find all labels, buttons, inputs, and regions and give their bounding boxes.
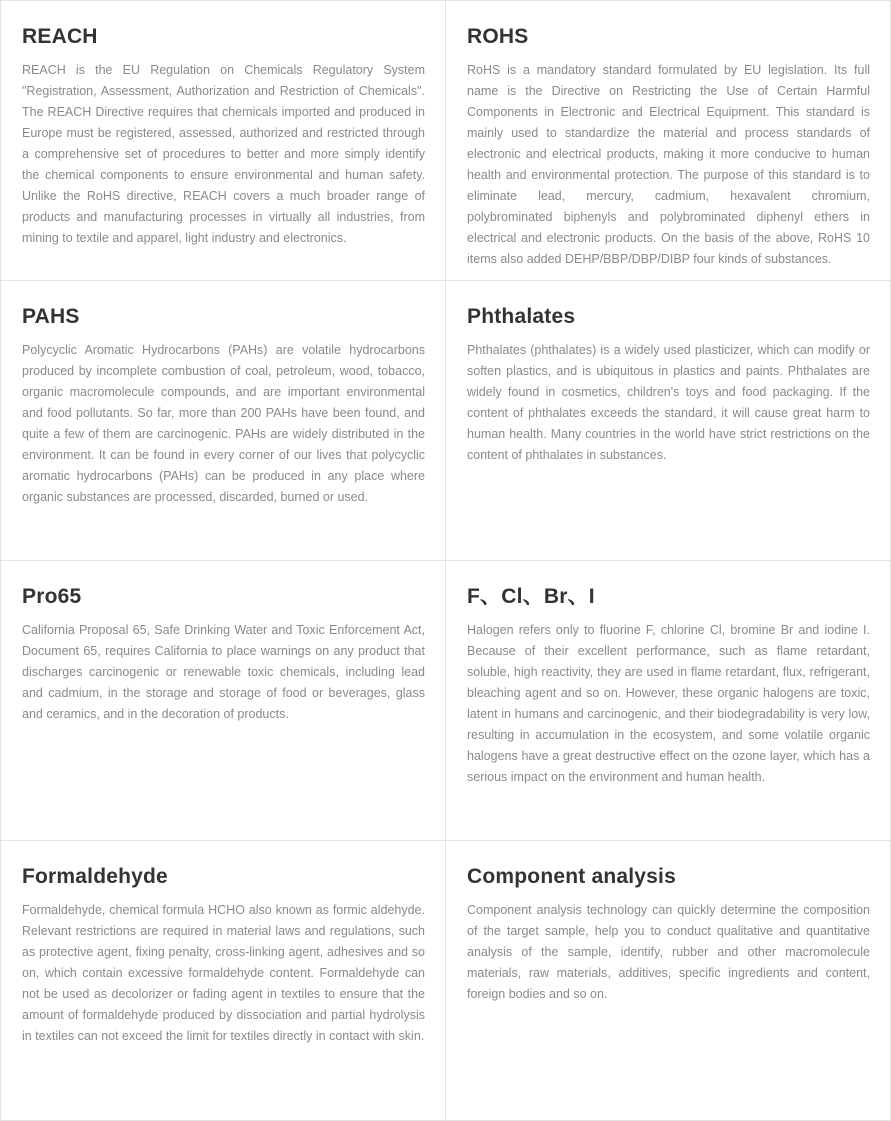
card-pahs — [1, 281, 446, 561]
card-formaldehyde — [1, 841, 446, 1121]
card-description: REACH is the EU Regulation on Chemicals Regulatory System "Registration, Assessment, Authorization and Restriction of Chemicals". The REACH Directive requires that chemicals imported and produced in Europe must be registered, assessed, authorized and restricted through a comprehensive set of procedures to better and more simply identify the chemical components to ensure environmental and human safety. Unlike the RoHS directive, REACH covers a much broader range of products and manufacturing processes in virtually all industries, from mining to textile and apparel, light industry and electronics. — [22, 63, 425, 245]
card-title: F、Cl、Br、I — [467, 585, 595, 608]
card-rohs — [446, 1, 891, 281]
card-description: California Proposal 65, Safe Drinking Water and Toxic Enforcement Act, Document 65, requires California to place warnings on any product that discharges carcinogenic or renewable toxic chemicals, including lead and cadmium, in the storage and storage of food or beverages, glass and ceramics, and in the decoration of products. — [22, 623, 425, 721]
card-description: Component analysis technology can quickly determine the composition of the target sample, help you to conduct qualitative and quantitative analysis of the sample, identify, rubber and other macromolecule materials, raw materials, additives, specific ingredients and content, foreign bodies and so on. — [467, 903, 870, 1001]
card-component-analysis — [446, 841, 891, 1121]
card-title: PAHS — [22, 305, 80, 328]
card-description: RoHS is a mandatory standard formulated by EU legislation. Its full name is the Directive on Restricting the Use of Certain Harmful Components in Electronic and Electrical Equipment. This standard is mainly used to standardize the material and process standards of electronic and electrical products, making it more conducive to human health and environmental protection. The purpose of this standard is to eliminate lead, mercury, cadmium, hexavalent chromium, polybrominated biphenyls and polybrominated diphenyl ethers in electrical and electronic products. On the basis of the above, RoHS 10 items also added DEHP/BBP/DBP/DIBP four kinds of substances. — [467, 63, 870, 266]
card-title: Pro65 — [22, 585, 82, 608]
card-title: REACH — [22, 25, 98, 48]
card-reach — [1, 1, 446, 281]
card-title: Component analysis — [467, 865, 676, 888]
card-phthalates — [446, 281, 891, 561]
card-description: Formaldehyde, chemical formula HCHO also known as formic aldehyde. Relevant restrictions are required in material laws and regulations, such as protective agent, fixing penalty, cross-linking agent, adhesives and so on, which contain excessive formaldehyde content. Formaldehyde can not be used as decolorizer or fading agent in textiles to ensure that the amount of formaldehyde produced by dissociation and partial hydrolysis in textiles can not exceed the limit for textiles directly in contact with skin. — [22, 903, 425, 1043]
card-description: Phthalates (phthalates) is a widely used plasticizer, which can modify or soften plastics, and is ubiquitous in plastics and paints. Phthalates are widely found in cosmetics, children's toys and food packaging. If the content of phthalates exceeds the standard, it will cause great harm to human health. Many countries in the world have strict restrictions on the content of phthalates in substances. — [467, 343, 870, 462]
card-title: ROHS — [467, 25, 529, 48]
card-description: Polycyclic Aromatic Hydrocarbons (PAHs) are volatile hydrocarbons produced by incomplete combustion of coal, petroleum, wood, tobacco, organic macromolecule compounds, and are important environmental and food pollutants. So far, more than 200 PAHs have been found, and quite a few of them are carcinogenic. PAHs are widely distributed in the environment. It can be found in every corner of our lives that polycyclic aromatic hydrocarbons (PAHs) can be produced in any place where organic substances are processed, discarded, burned or used. — [22, 343, 425, 504]
card-halogens — [446, 561, 891, 841]
card-description: Halogen refers only to fluorine F, chlorine Cl, bromine Br and iodine I. Because of their excellent performance, such as flame retardant, soluble, high reactivity, they are used in flame retardant, flux, refrigerant, bleaching agent and so on. However, these organic halogens are toxic, latent in humans and carcinogenic, and their biodegradability is very low, resulting in accumulation in the ecosystem, and some volatile organic halogens have a great destructive effect on the ozone layer, which has a serious impact on the environment and human health. — [467, 623, 870, 784]
card-pro65 — [1, 561, 446, 841]
card-title: Phthalates — [467, 305, 576, 328]
card-title: Formaldehyde — [22, 865, 168, 888]
